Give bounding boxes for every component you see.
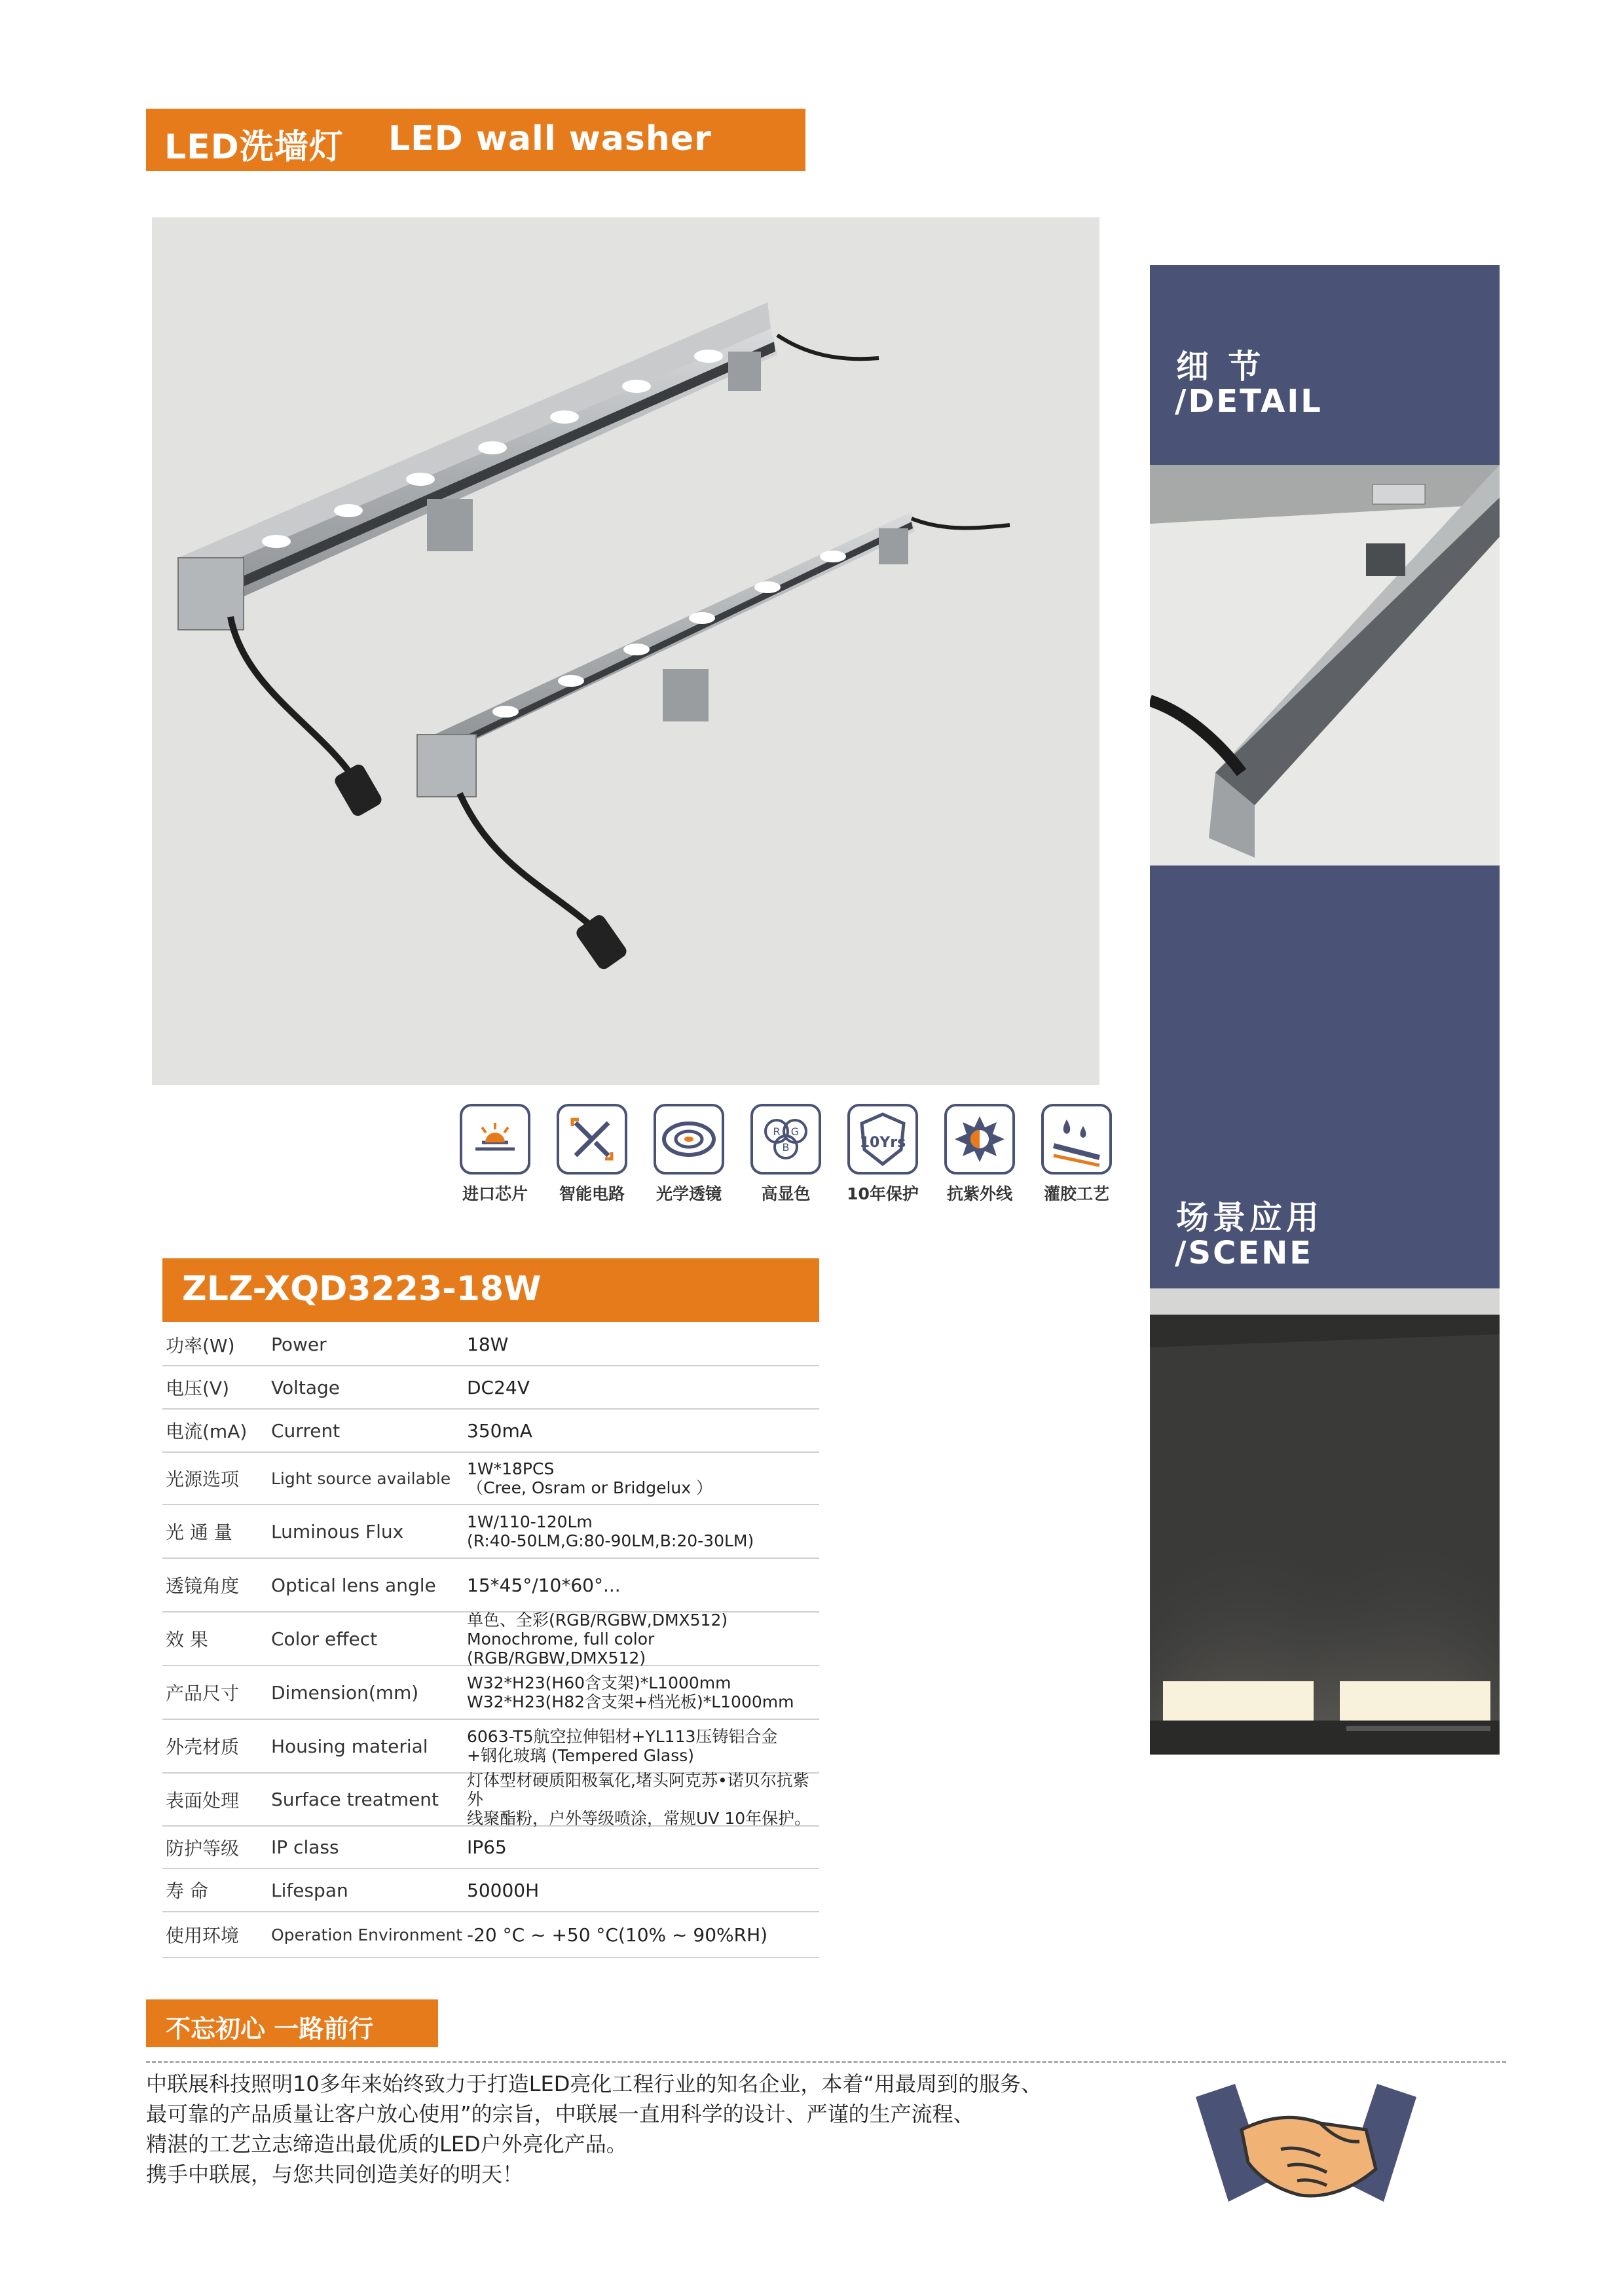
model-title-bar <box>162 1258 819 1322</box>
svg-text:G: G <box>790 1125 800 1138</box>
scene-panel <box>1150 1079 1500 1288</box>
spec-row-dimension: 产品尺寸 Dimension(mm) W32*H23(H60含支架)*L1000mm W32*H23(H82含支架+档光板)*L1000mm <box>162 1666 819 1720</box>
detail-panel <box>1150 265 1500 465</box>
feature-uv-resistant: 抗紫外线 <box>940 1104 1019 1205</box>
detail-title-cn: 细 节 <box>1176 348 1265 386</box>
header-title-cn: LED洗墙灯 <box>164 128 344 167</box>
optical-lens-icon <box>654 1104 724 1175</box>
spec-row-current: 电流(mA) Current 350mA <box>162 1410 819 1453</box>
feature-high-color-rendering: R G B 高显色 <box>747 1104 825 1205</box>
uv-resistant-icon <box>944 1104 1015 1175</box>
feature-imported-chip: 进口芯片 <box>456 1104 534 1205</box>
product-photo <box>152 217 1099 1085</box>
spec-row-operation-environment: 使用环境 Operation Environment -20 °C ~ +50 °C(10% ~ 90%RH) <box>162 1912 819 1958</box>
model-number: ZLZ-XQD3223-18W <box>182 1269 542 1309</box>
potting-process-icon <box>1041 1104 1112 1175</box>
feature-icons <box>456 1104 1111 1209</box>
spec-row-housing-material: 外壳材质 Housing material 6063-T5航空拉伸铝材+YL113压铸铝合金 +钢化玻璃 (Tempered Glass) <box>162 1720 819 1774</box>
motto-text: 不忘初心 一路前行 <box>166 2014 374 2043</box>
spec-row-power: 功率(W) Power 18W <box>162 1324 819 1366</box>
spec-row-light-source: 光源选项 Light source available 1W*18PCS （Cree, Osram or Bridgelux ） <box>162 1453 819 1505</box>
spec-row-ip-class: 防护等级 IP class IP65 <box>162 1827 819 1869</box>
svg-text:10Yrs: 10Yrs <box>859 1135 906 1151</box>
feature-smart-circuit: 智能电路 <box>553 1104 631 1205</box>
handshake-icon <box>1196 2084 1416 2221</box>
header-title-bar <box>146 109 805 171</box>
company-intro: 中联展科技照明10多年来始终致力于打造LED亮化工程行业的知名企业，本着“用最周到的服务、 最可靠的产品质量让客户放心使用”的宗旨，中联展一直用科学的设计、严谨的生产流程、 精湛的工艺立志缔造出最优质的LED户外亮化产品。 携手中联展，与您共同创造美好的明天！ <box>146 2071 1042 2187</box>
motto-bar <box>146 1999 438 2047</box>
spec-table <box>162 1324 819 1958</box>
scene-title-cn: 场景应用 <box>1176 1199 1323 1237</box>
svg-text:R: R <box>773 1125 781 1138</box>
spec-row-luminous-flux: 光 通 量 Luminous Flux 1W/110-120Lm (R:40-50LM,G:80-90LM,B:20-30LM) <box>162 1505 819 1559</box>
header-title-en: LED wall washer <box>388 119 712 158</box>
spec-row-color-effect: 效 果 Color effect 单色、全彩(RGB/RGBW,DMX512) Monochrome, full color (RGB/RGBW,DMX512) <box>162 1613 819 1666</box>
imported-chip-icon <box>460 1104 530 1175</box>
dashed-divider <box>146 2061 1506 2063</box>
feature-potting-process: 灌胶工艺 <box>1037 1104 1116 1205</box>
spec-row-surface-treatment: 表面处理 Surface treatment 灯体型材硬质阳极氧化,堵头阿克苏•诺贝尔抗紫外 线聚酯粉，户外等级喷涂，常规UV 10年保护。 <box>162 1774 819 1827</box>
detail-photo <box>1150 465 1500 866</box>
feature-optical-lens: 光学透镜 <box>650 1104 728 1205</box>
spec-row-lifespan: 寿 命 Lifespan 50000H <box>162 1869 819 1912</box>
svg-text:B: B <box>782 1141 790 1154</box>
spec-row-voltage: 电压(V) Voltage DC24V <box>162 1366 819 1410</box>
detail-panel-lower <box>1150 866 1500 1079</box>
spec-row-lens-angle: 透镜角度 Optical lens angle 15*45°/10*60°... <box>162 1559 819 1613</box>
scene-title-en: /SCENE <box>1175 1235 1314 1271</box>
ten-year-icon <box>847 1104 918 1175</box>
rgb-icon <box>750 1104 821 1175</box>
smart-circuit-icon <box>557 1104 627 1175</box>
feature-ten-year-protection: 10Yrs 10年保护 <box>843 1104 922 1205</box>
detail-title-en: /DETAIL <box>1175 383 1323 420</box>
scene-photo <box>1150 1288 1500 1755</box>
